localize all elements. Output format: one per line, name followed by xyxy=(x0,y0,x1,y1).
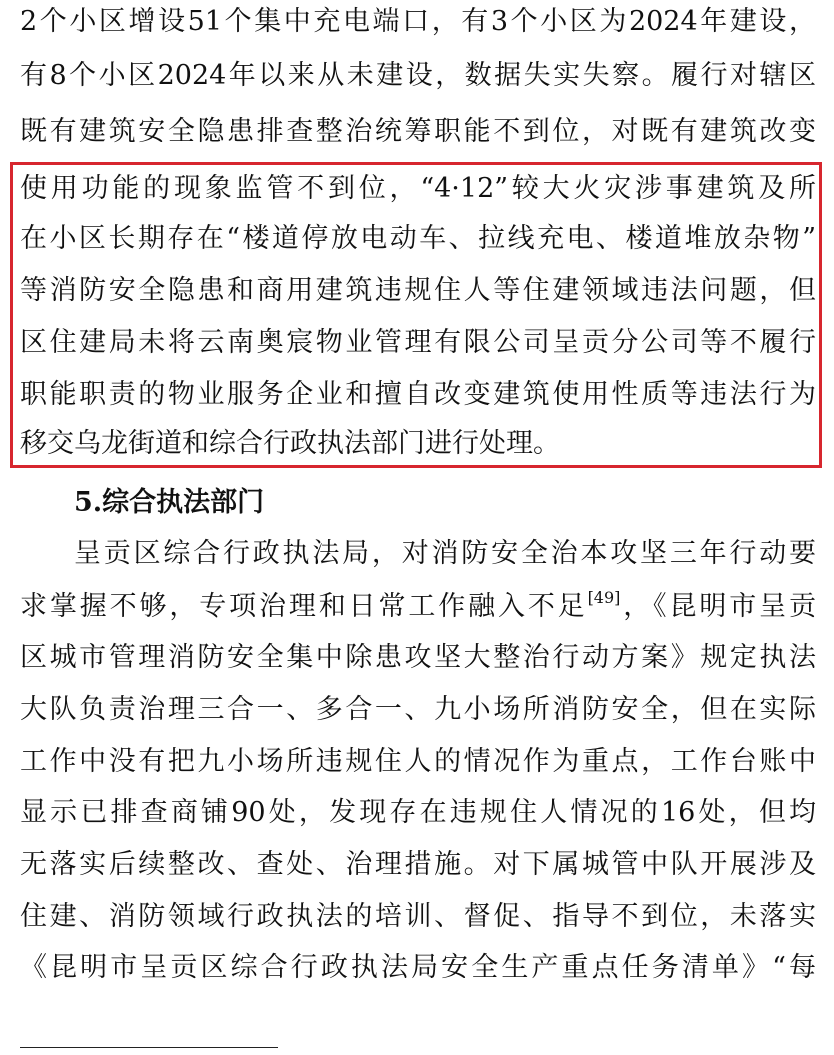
text-line-with-footnote xyxy=(20,587,816,627)
highlighted-text-line: 在小区长期存在“楼道停放电动车、拉线充电、楼道堆放杂物” xyxy=(20,223,816,254)
text-line: 工作中没有把九小场所违规住人的情况作为重点，工作台账中 xyxy=(20,746,816,777)
text-line: 2个小区增设51个集中充电端口，有3个小区为2024年建设， xyxy=(20,6,816,37)
text-line: 呈贡区综合行政执法局，对消防安全治本攻坚三年行动要 xyxy=(74,538,816,569)
text-segment: ，《昆明市呈贡 xyxy=(620,591,816,622)
text-line: 有8个小区2024年以来从未建设，数据失实失察。履行对辖区 xyxy=(20,60,816,91)
text-segment: 求掌握不够，专项治理和日常工作融入不足 xyxy=(20,591,588,622)
footnote-separator xyxy=(20,1047,278,1048)
footnote-reference[interactable]: [49] xyxy=(587,588,621,607)
highlighted-text-line: 使用功能的现象监管不到位，“4·12”较大火灾涉事建筑及所 xyxy=(20,173,816,204)
text-line: 大队负责治理三合一、多合一、九小场所消防安全，但在实际 xyxy=(20,694,816,725)
text-line: 《昆明市呈贡区综合行政执法局安全生产重点任务清单》“每 xyxy=(20,952,816,983)
text-line: 既有建筑安全隐患排查整治统筹职能不到位，对既有建筑改变 xyxy=(20,116,816,147)
section-heading: 5.综合执法部门 xyxy=(74,487,265,518)
highlighted-text-line: 等消防安全隐患和商用建筑违规住人等住建领域违法问题，但 xyxy=(20,275,816,306)
text-line: 区城市管理消防安全集中除患攻坚大整治行动方案》规定执法 xyxy=(20,642,816,673)
text-line: 住建、消防领域行政执法的培训、督促、指导不到位，未落实 xyxy=(20,901,816,932)
text-line: 无落实后续整改、查处、治理措施。对下属城管中队开展涉及 xyxy=(20,849,816,880)
text-line: 显示已排查商铺90处，发现存在违规住人情况的16处，但均 xyxy=(20,797,816,828)
highlighted-text-line: 职能职责的物业服务企业和擅自改变建筑使用性质等违法行为 xyxy=(20,379,816,410)
highlighted-text-line: 区住建局未将云南奥宸物业管理有限公司呈贡分公司等不履行 xyxy=(20,327,816,358)
highlighted-text-line: 移交乌龙街道和综合行政执法部门进行处理。 xyxy=(20,428,560,459)
